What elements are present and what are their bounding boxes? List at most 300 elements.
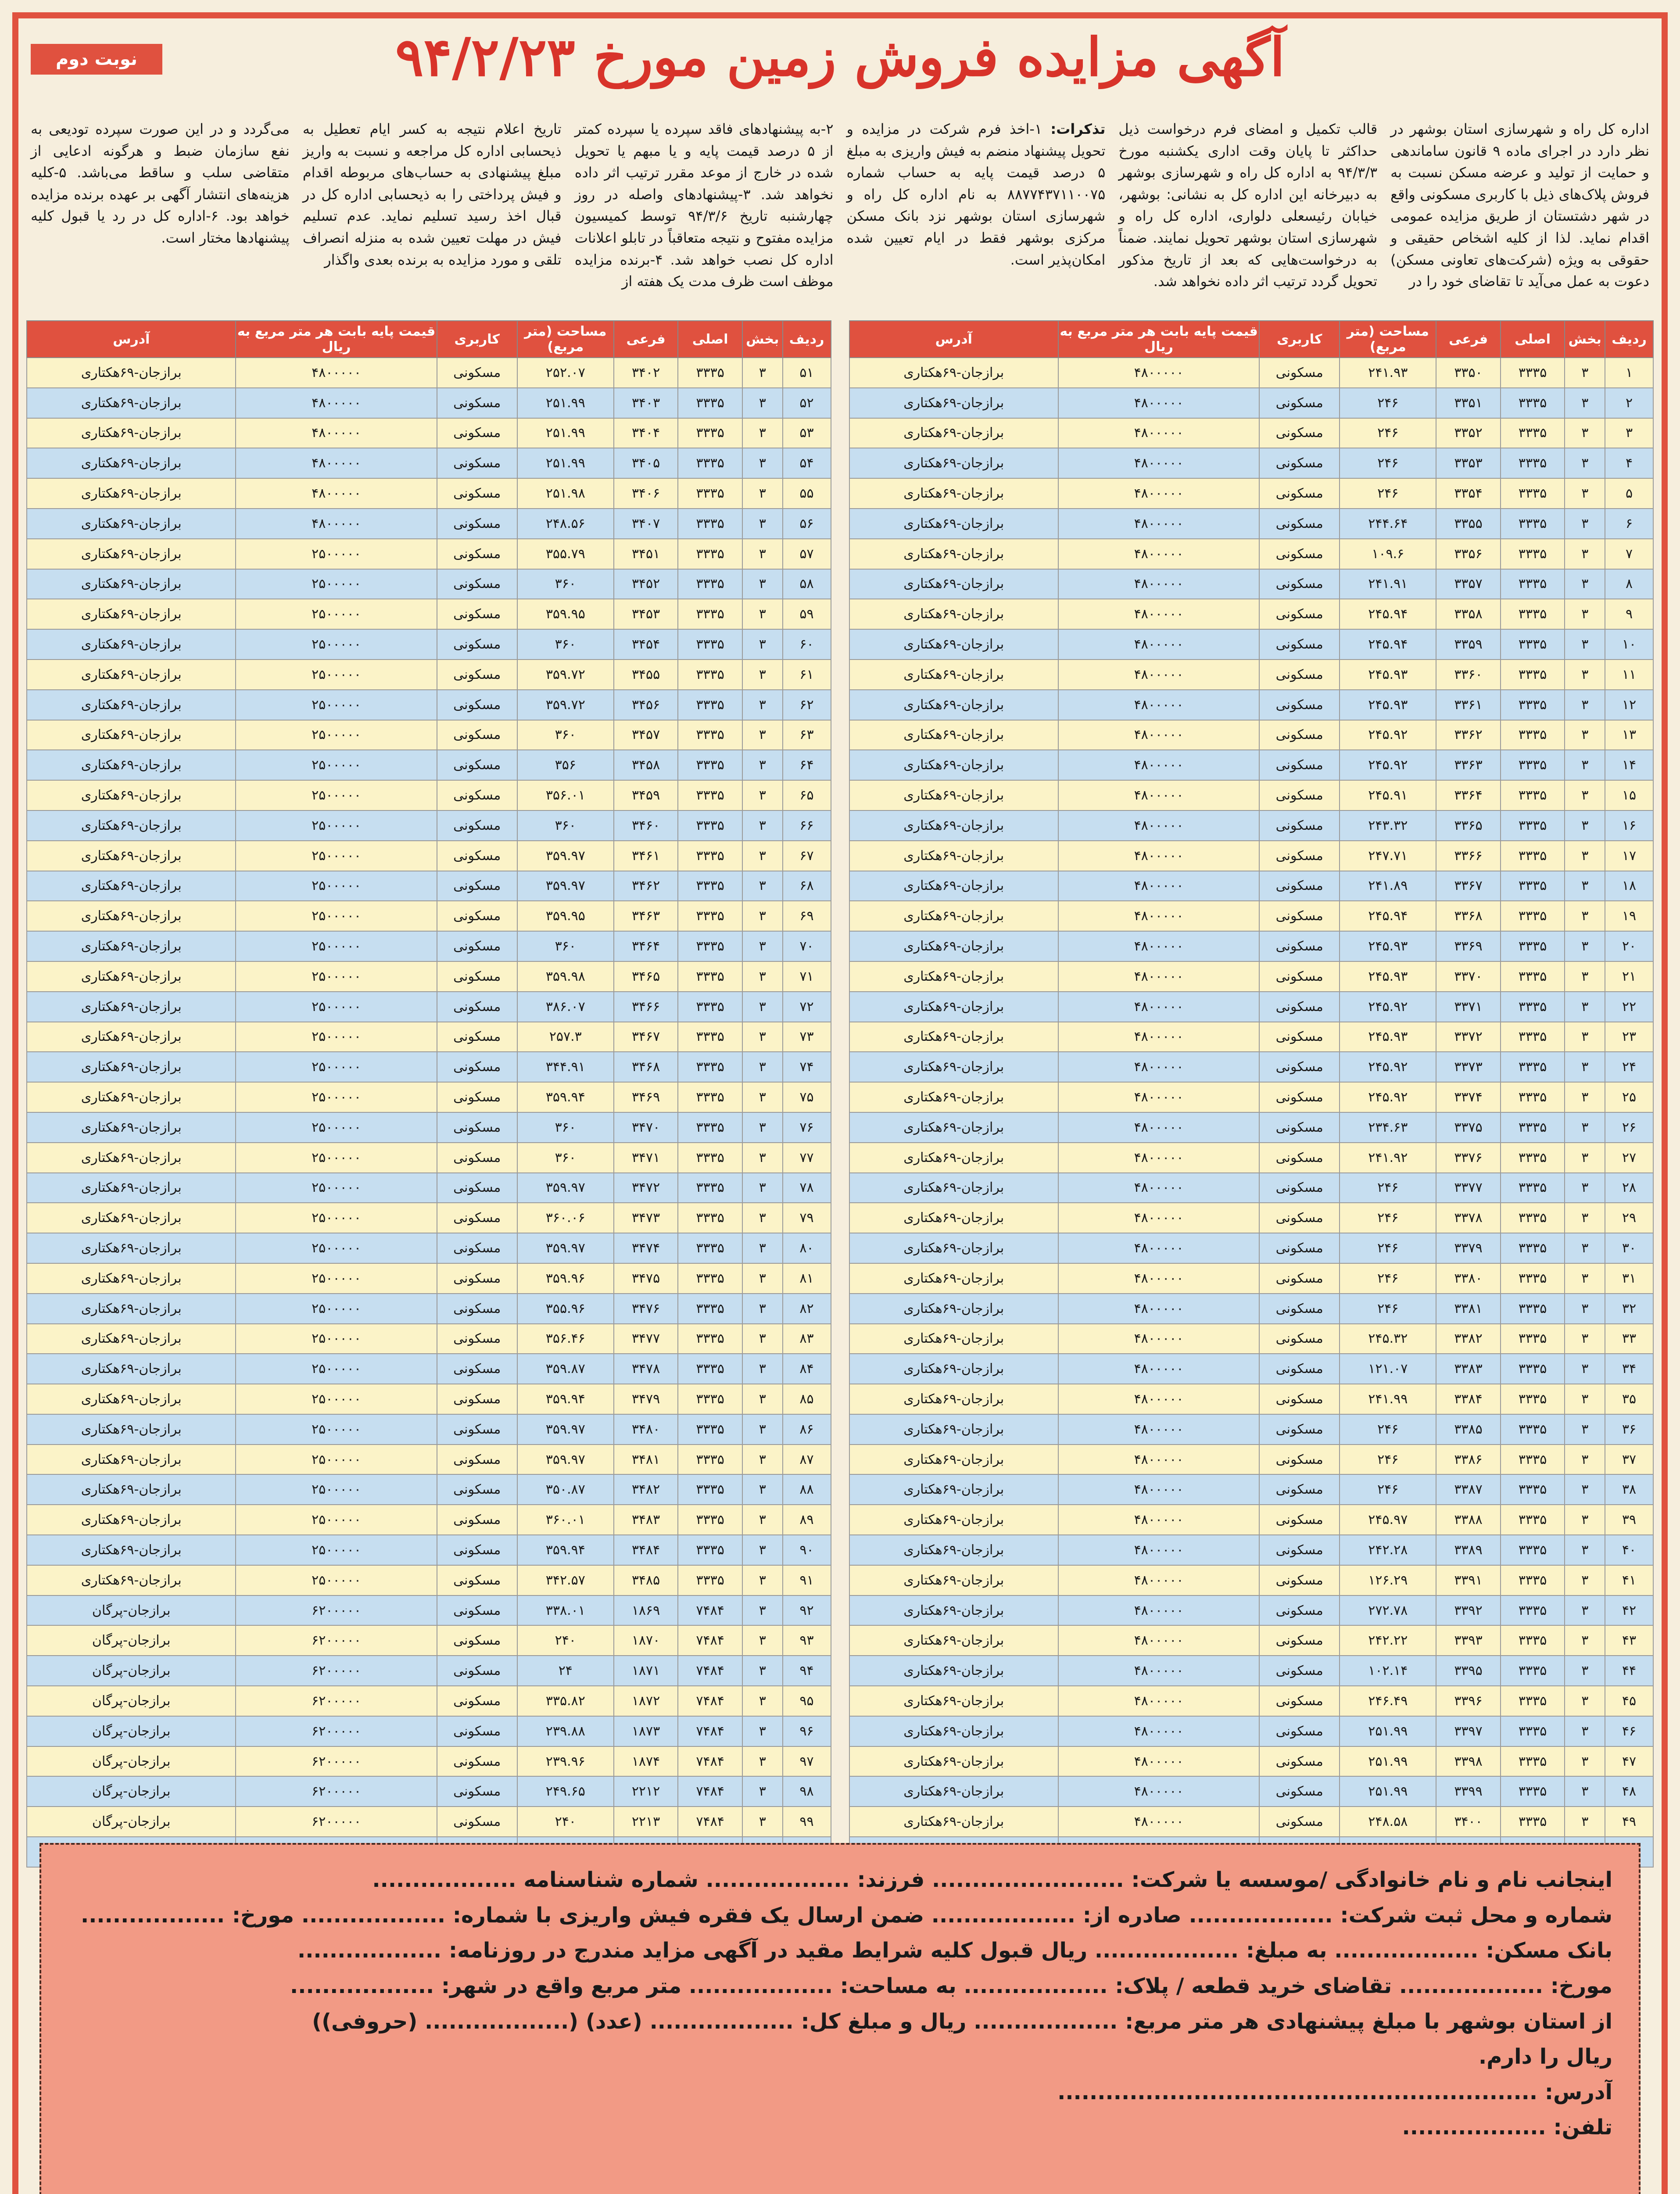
table-cell: مسکونی: [1259, 810, 1340, 841]
table-cell: ۴۸۰۰۰۰۰: [1058, 961, 1259, 992]
table-cell: ۳۴۷۹: [614, 1384, 678, 1414]
table-cell: برازجان-۶۹هکتاری: [27, 1414, 236, 1445]
table-row: [27, 780, 831, 810]
table-row: [27, 810, 831, 841]
table-cell: مسکونی: [1259, 1656, 1340, 1686]
form-line-2: شماره و محل ثبت شرکت: .................. صادره از: .................. ضمن ارسال یک فقره فیش واریزی با شماره: .................. مورخ: ..................: [80, 1903, 1612, 1928]
table-cell: ۲۴۱.۹۹: [1340, 1384, 1436, 1414]
table-cell: ۳۳۳۵: [678, 1445, 742, 1475]
table-cell: ۳: [1565, 871, 1605, 901]
table-cell: ۲۴۴.۶۴: [1340, 509, 1436, 539]
table-cell: مسکونی: [1259, 358, 1340, 388]
table-cell: ۳: [1565, 569, 1605, 599]
table-row: [27, 1263, 831, 1294]
table-cell: مسکونی: [437, 1474, 517, 1505]
table-cell: ۳۳۳۵: [678, 358, 742, 388]
table-row: [849, 1656, 1654, 1686]
table-cell: ۱۲۶.۲۹: [1340, 1565, 1436, 1595]
table-cell: ۳۳۵۷: [1436, 569, 1501, 599]
table-cell: مسکونی: [437, 780, 517, 810]
table-cell: برازجان-۶۹هکتاری: [27, 931, 236, 961]
table-cell: ۵۹: [783, 599, 831, 629]
table-cell: برازجان-۶۹هکتاری: [27, 871, 236, 901]
table-cell: مسکونی: [437, 1082, 517, 1112]
table-row: [27, 1233, 831, 1263]
table-cell: ۳۳۳۵: [1501, 478, 1565, 509]
table-row: [849, 509, 1654, 539]
table-cell: برازجان-۶۹هکتاری: [849, 1354, 1058, 1384]
table-cell: ۹۵: [783, 1686, 831, 1716]
table-cell: برازجان-۶۹هکتاری: [849, 358, 1058, 388]
table-cell: ۸۲: [783, 1294, 831, 1324]
table-cell: ۳: [742, 1324, 783, 1354]
table-cell: ۳۳۳۵: [678, 569, 742, 599]
table-cell: ۴۸۰۰۰۰۰: [1058, 720, 1259, 750]
table-cell: برازجان-۶۹هکتاری: [27, 901, 236, 931]
table-row: [27, 1535, 831, 1565]
table-cell: برازجان-۶۹هکتاری: [27, 569, 236, 599]
table-cell: ۳: [742, 1203, 783, 1233]
table-cell: ۳: [742, 1474, 783, 1505]
table-cell: ۳۲: [1605, 1294, 1653, 1324]
table-cell: ۲۵۰۰۰۰۰: [236, 690, 437, 720]
table-cell: ۳۳۳۵: [1501, 961, 1565, 992]
table-cell: مسکونی: [437, 1173, 517, 1203]
table-cell: ۲۵: [1605, 1082, 1653, 1112]
table-cell: ۳: [742, 539, 783, 569]
table-cell: ۲۵۰۰۰۰۰: [236, 1414, 437, 1445]
table-cell: ۴۳: [1605, 1625, 1653, 1656]
table-cell: ۳۵۹.۹۷: [517, 1414, 614, 1445]
table-cell: مسکونی: [1259, 1686, 1340, 1716]
table-cell: ۲۵۰۰۰۰۰: [236, 1565, 437, 1595]
table-cell: ۲۳۹.۸۸: [517, 1716, 614, 1746]
table-cell: ۳۳۳۵: [678, 871, 742, 901]
table-cell: ۲۵۰۰۰۰۰: [236, 1474, 437, 1505]
table-cell: ۲۲۱۲: [614, 1776, 678, 1807]
table-cell: ۶۲۰۰۰۰۰: [236, 1686, 437, 1716]
table-cell: ۲۳۴.۶۳: [1340, 1112, 1436, 1143]
table-cell: مسکونی: [437, 1535, 517, 1565]
table-cell: ۲۵۰۰۰۰۰: [236, 810, 437, 841]
table-cell: ۳۳۳۵: [678, 961, 742, 992]
table-cell: مسکونی: [437, 1776, 517, 1807]
table-cell: ۳۸: [1605, 1474, 1653, 1505]
table-cell: برازجان-۶۹هکتاری: [27, 358, 236, 388]
table-cell: ۸۰: [783, 1233, 831, 1263]
table-cell: ۴۸۰۰۰۰۰: [1058, 1807, 1259, 1837]
table-cell: ۲۴۶: [1340, 418, 1436, 448]
table-cell: ۳۳۸۷: [1436, 1474, 1501, 1505]
table-cell: ۳۳۶۵: [1436, 810, 1501, 841]
table-cell: ۱۴: [1605, 750, 1653, 780]
table-cell: ۳۶۰: [517, 720, 614, 750]
table-row: [849, 448, 1654, 478]
table-cell: مسکونی: [437, 1505, 517, 1535]
table-cell: ۳۴۰۷: [614, 509, 678, 539]
table-cell: ۴۸۰۰۰۰۰: [1058, 1565, 1259, 1595]
table-cell: ۳: [1565, 1354, 1605, 1384]
table-cell: مسکونی: [1259, 1746, 1340, 1777]
table-cell: ۴۸۰۰۰۰۰: [1058, 1445, 1259, 1475]
table-cell: برازجان-پرگان: [27, 1716, 236, 1746]
table-cell: مسکونی: [1259, 1565, 1340, 1595]
table-cell: ۳۳۸۵: [1436, 1414, 1501, 1445]
table-cell: ۲۵۱.۹۹: [1340, 1716, 1436, 1746]
table-cell: ۲۵۰۰۰۰۰: [236, 1173, 437, 1203]
table-cell: ۷۵: [783, 1082, 831, 1112]
table-cell: مسکونی: [1259, 1716, 1340, 1746]
table-cell: ۳۳۹۹: [1436, 1776, 1501, 1807]
table-row: [27, 629, 831, 660]
table-cell: ۹۶: [783, 1716, 831, 1746]
table-cell: ۲۹: [1605, 1203, 1653, 1233]
table-cell: برازجان-۶۹هکتاری: [849, 1656, 1058, 1686]
column-header: بخش: [742, 321, 783, 358]
table-cell: ۲۴: [517, 1656, 614, 1686]
table-row: [27, 358, 831, 388]
table-cell: ۳۳۳۵: [1501, 931, 1565, 961]
table-cell: مسکونی: [437, 358, 517, 388]
table-cell: مسکونی: [437, 1625, 517, 1656]
table-cell: ۳۳۸۸: [1436, 1505, 1501, 1535]
table-row: [849, 599, 1654, 629]
table-row: [27, 690, 831, 720]
table-row: [27, 1686, 831, 1716]
intro-col-4: ۲-به پیشنهادهای فاقد سپرده یا سپرده کمتر از ۵ درصد قیمت پایه و یا مبهم یا تحویل شده در خارج از موعد مقرر ترتیب اثر داده نخواهد شد. ۳-پیشنهادهای واصله در روز چهارشنبه تاریخ ۹۴/۳/۶ توسط کمیسیون مزایده مفتوح و نتیجه متعاقباً در تابلو اعلانات اداره کل نصب خواهد شد. ۴-برنده مزایده موظف است ظرف مدت یک هفته از: [574, 121, 834, 290]
table-cell: برازجان-۶۹هکتاری: [27, 1233, 236, 1263]
table-row: [849, 1263, 1654, 1294]
table-cell: ۲۵۲.۰۷: [517, 358, 614, 388]
table-cell: ۳۴۵۳: [614, 599, 678, 629]
table-cell: ۳۳۸۹: [1436, 1535, 1501, 1565]
table-cell: مسکونی: [437, 1746, 517, 1777]
table-cell: ۳: [742, 1776, 783, 1807]
table-cell: ۳: [742, 720, 783, 750]
table-cell: ۳۳۳۵: [1501, 1324, 1565, 1354]
table-cell: ۴۰: [1605, 1535, 1653, 1565]
table-cell: ۴۸۰۰۰۰۰: [1058, 1203, 1259, 1233]
table-cell: ۳۳۳۵: [1501, 660, 1565, 690]
table-row: [27, 1807, 831, 1837]
table-row: [27, 992, 831, 1022]
table-cell: برازجان-۶۹هکتاری: [849, 448, 1058, 478]
table-cell: ۳۵۵.۹۶: [517, 1294, 614, 1324]
table-cell: ۲۷: [1605, 1143, 1653, 1173]
table-row: [849, 1233, 1654, 1263]
table-cell: ۲۴۶: [1340, 478, 1436, 509]
table-cell: ۳: [742, 388, 783, 418]
table-cell: مسکونی: [1259, 992, 1340, 1022]
table-cell: ۳۳۳۵: [1501, 720, 1565, 750]
table-header-row: [27, 321, 831, 358]
table-cell: ۳: [742, 1354, 783, 1384]
table-row: [27, 1082, 831, 1112]
table-row: [849, 1535, 1654, 1565]
table-cell: ۱۵: [1605, 780, 1653, 810]
table-cell: ۲۴۵.۹۴: [1340, 901, 1436, 931]
table-cell: ۹۸: [783, 1776, 831, 1807]
table-cell: ۳۴۷۰: [614, 1112, 678, 1143]
table-cell: ۳۵۹.۹۴: [517, 1535, 614, 1565]
table-cell: برازجان-۶۹هکتاری: [849, 901, 1058, 931]
table-row: [849, 629, 1654, 660]
table-cell: ۳۴۷۶: [614, 1294, 678, 1324]
table-cell: ۳: [742, 1716, 783, 1746]
table-cell: ۳۳۳۵: [1501, 1354, 1565, 1384]
intro-text: [31, 118, 1649, 303]
table-cell: ۳: [1565, 1324, 1605, 1354]
table-row: [849, 1354, 1654, 1384]
table-row: [849, 1595, 1654, 1626]
table-cell: برازجان-۶۹هکتاری: [849, 1505, 1058, 1535]
table-cell: ۲۴۶: [1340, 1173, 1436, 1203]
table-cell: برازجان-۶۹هکتاری: [27, 388, 236, 418]
table-cell: ۳۳۷۴: [1436, 1082, 1501, 1112]
table-cell: ۴۸۰۰۰۰۰: [1058, 992, 1259, 1022]
table-cell: ۲۴۵.۹۲: [1340, 1052, 1436, 1082]
table-row: [849, 1565, 1654, 1595]
table-row: [849, 961, 1654, 992]
table-cell: ۳: [1565, 690, 1605, 720]
table-cell: ۲۴۰: [517, 1625, 614, 1656]
table-cell: ۳: [742, 901, 783, 931]
table-cell: ۴: [1605, 448, 1653, 478]
table-cell: ۳۴۶۶: [614, 992, 678, 1022]
table-row: [27, 931, 831, 961]
table-row: [849, 810, 1654, 841]
table-cell: مسکونی: [1259, 1324, 1340, 1354]
table-cell: ۳۵۹.۷۲: [517, 660, 614, 690]
table-cell: برازجان-۶۹هکتاری: [849, 1535, 1058, 1565]
table-cell: ۳۵۶: [517, 750, 614, 780]
table-cell: ۳: [1565, 1776, 1605, 1807]
table-cell: ۲۴۵.۹۴: [1340, 599, 1436, 629]
table-cell: مسکونی: [437, 1052, 517, 1082]
table-cell: مسکونی: [437, 841, 517, 871]
table-cell: ۳۳۳۵: [1501, 1203, 1565, 1233]
table-cell: ۶۰: [783, 629, 831, 660]
table-cell: ۳۳۳۵: [678, 388, 742, 418]
table-cell: ۲۵۰۰۰۰۰: [236, 992, 437, 1022]
table-cell: مسکونی: [437, 569, 517, 599]
column-header: کاربری: [1259, 321, 1340, 358]
table-cell: ۸: [1605, 569, 1653, 599]
table-cell: ۳: [1565, 1112, 1605, 1143]
table-row: [849, 720, 1654, 750]
table-cell: مسکونی: [1259, 1052, 1340, 1082]
table-cell: ۳: [1565, 810, 1605, 841]
table-row: [849, 1686, 1654, 1716]
table-cell: ۳۴۰۵: [614, 448, 678, 478]
table-cell: ۳۵۹.۷۲: [517, 690, 614, 720]
table-cell: ۷۴۸۴: [678, 1656, 742, 1686]
table-cell: ۳: [742, 1082, 783, 1112]
table-cell: برازجان-۶۹هکتاری: [849, 841, 1058, 871]
table-cell: مسکونی: [437, 1263, 517, 1294]
table-cell: ۳۳۳۵: [1501, 1143, 1565, 1173]
table-cell: ۳: [1565, 1022, 1605, 1052]
table-cell: برازجان-۶۹هکتاری: [849, 931, 1058, 961]
table-cell: برازجان-۶۹هکتاری: [849, 1776, 1058, 1807]
table-cell: ۳: [1565, 1746, 1605, 1777]
table-cell: ۳۴۶۱: [614, 841, 678, 871]
table-row: [27, 841, 831, 871]
column-header: فرعی: [1436, 321, 1501, 358]
table-cell: ۴۸۰۰۰۰۰: [1058, 1656, 1259, 1686]
table-cell: ۳۳۵۵: [1436, 509, 1501, 539]
table-cell: ۳۳۳۵: [678, 1203, 742, 1233]
table-cell: ۲۴۶: [1340, 448, 1436, 478]
table-cell: مسکونی: [1259, 599, 1340, 629]
table-cell: ۶۷: [783, 841, 831, 871]
table-cell: برازجان-۶۹هکتاری: [849, 629, 1058, 660]
table-cell: ۲۴۳.۳۲: [1340, 810, 1436, 841]
table-cell: ۱۸۷۴: [614, 1746, 678, 1777]
table-cell: برازجان-پرگان: [27, 1686, 236, 1716]
table-cell: ۳۳۳۵: [678, 1143, 742, 1173]
table-cell: ۳۳۳۵: [1501, 841, 1565, 871]
table-cell: ۳۳۳۵: [1501, 750, 1565, 780]
table-cell: ۸۱: [783, 1263, 831, 1294]
table-cell: ۱۲۱.۰۷: [1340, 1354, 1436, 1384]
table-cell: ۳۳۳۵: [1501, 509, 1565, 539]
table-cell: ۳۵۹.۹۷: [517, 1445, 614, 1475]
table-cell: ۳۴۵۶: [614, 690, 678, 720]
table-cell: ۳۳۳۵: [1501, 539, 1565, 569]
table-cell: ۳۳۳۵: [1501, 418, 1565, 448]
table-cell: ۱۸: [1605, 871, 1653, 901]
table-row: [849, 660, 1654, 690]
table-cell: ۳۳۳۵: [1501, 901, 1565, 931]
table-cell: مسکونی: [1259, 1414, 1340, 1445]
table-cell: ۳: [742, 1595, 783, 1626]
table-cell: ۷۴۸۴: [678, 1776, 742, 1807]
table-cell: ۳۳۳۵: [1501, 780, 1565, 810]
table-cell: ۴۸۰۰۰۰۰: [1058, 1384, 1259, 1414]
table-row: [849, 1746, 1654, 1777]
table-cell: برازجان-۶۹هکتاری: [849, 1052, 1058, 1082]
table-cell: ۴۸۰۰۰۰۰: [1058, 1112, 1259, 1143]
table-cell: ۲۵۷.۳: [517, 1022, 614, 1052]
table-cell: برازجان-۶۹هکتاری: [849, 478, 1058, 509]
table-cell: ۳۳۳۵: [1501, 599, 1565, 629]
table-cell: برازجان-۶۹هکتاری: [849, 1173, 1058, 1203]
table-row: [27, 1776, 831, 1807]
table-cell: ۳: [1565, 1656, 1605, 1686]
table-cell: ۲: [1605, 388, 1653, 418]
intro-col-1: اداره کل راه و شهرسازی استان بوشهر در نظر دارد در اجرای ماده ۹ قانون ساماندهی و حمایت از تولید و عرضه مسکن نسبت به فروش پلاک‌های ذیل با کاربری مسکونی واقع در شهر دشتستان از طریق مزایده عمومی اقدام نماید. لذا از کلیه اشخاص حقیقی و حقوقی به ویژه (شرکت‌های تعاونی مسکن) دعوت به عمل می‌آید تا تقاضای خود را در: [1390, 121, 1649, 290]
table-cell: ۷۲: [783, 992, 831, 1022]
table-cell: ۴۸۰۰۰۰۰: [1058, 1263, 1259, 1294]
table-row: [27, 539, 831, 569]
table-row: [849, 1324, 1654, 1354]
table-cell: مسکونی: [437, 539, 517, 569]
table-row: [27, 1384, 831, 1414]
table-cell: ۳۳۳۵: [678, 1565, 742, 1595]
table-cell: ۲۴۸.۵۶: [517, 509, 614, 539]
table-cell: مسکونی: [1259, 1776, 1340, 1807]
table-cell: ۳۶: [1605, 1414, 1653, 1445]
table-cell: ۷۴۸۴: [678, 1595, 742, 1626]
table-row: [27, 1022, 831, 1052]
table-cell: ۳۱: [1605, 1263, 1653, 1294]
table-cell: برازجان-۶۹هکتاری: [27, 841, 236, 871]
table-cell: ۳۳۳۵: [1501, 1052, 1565, 1082]
table-cell: مسکونی: [437, 1656, 517, 1686]
table-cell: ۳۳۳۵: [678, 1535, 742, 1565]
table-cell: ۴۸۰۰۰۰۰: [1058, 1143, 1259, 1173]
table-cell: ۷۴۸۴: [678, 1746, 742, 1777]
column-header: آدرس: [849, 321, 1058, 358]
table-cell: ۲۵۰۰۰۰۰: [236, 1233, 437, 1263]
table-cell: ۱۲: [1605, 690, 1653, 720]
table-cell: برازجان-۶۹هکتاری: [849, 388, 1058, 418]
table-cell: ۳۴۶۰: [614, 810, 678, 841]
table-cell: ۲۴۵.۹۴: [1340, 629, 1436, 660]
table-cell: ۳: [1565, 1143, 1605, 1173]
table-row: [849, 750, 1654, 780]
table-cell: ۷۴۸۴: [678, 1625, 742, 1656]
table-cell: ۳۵۹.۹۸: [517, 961, 614, 992]
table-cell: برازجان-۶۹هکتاری: [849, 1474, 1058, 1505]
table-cell: ۴۸۰۰۰۰۰: [1058, 1595, 1259, 1626]
table-cell: ۴۸۰۰۰۰۰: [1058, 1294, 1259, 1324]
table-cell: ۲۵۰۰۰۰۰: [236, 720, 437, 750]
table-cell: ۳۵۹.۹۷: [517, 1173, 614, 1203]
table-cell: ۳: [742, 1022, 783, 1052]
table-cell: ۳: [742, 599, 783, 629]
table-cell: ۲۵۰۰۰۰۰: [236, 1384, 437, 1414]
table-cell: ۲۵۰۰۰۰۰: [236, 539, 437, 569]
table-cell: ۳۴۶۴: [614, 931, 678, 961]
table-cell: ۸۶: [783, 1414, 831, 1445]
table-cell: مسکونی: [437, 1022, 517, 1052]
table-cell: ۳: [1565, 750, 1605, 780]
table-row: [27, 871, 831, 901]
table-cell: ۷: [1605, 539, 1653, 569]
table-cell: ۳: [1565, 358, 1605, 388]
table-cell: ۳: [742, 810, 783, 841]
table-row: [849, 1716, 1654, 1746]
table-row: [27, 1294, 831, 1324]
table-cell: ۹: [1605, 599, 1653, 629]
table-cell: ۳۴۶۸: [614, 1052, 678, 1082]
table-cell: ۲۵۰۰۰۰۰: [236, 1294, 437, 1324]
table-row: [849, 992, 1654, 1022]
table-cell: ۳۴۷۸: [614, 1354, 678, 1384]
table-cell: ۳: [1565, 660, 1605, 690]
parcel-table-right: [849, 320, 1654, 1868]
table-cell: برازجان-۶۹هکتاری: [27, 539, 236, 569]
table-cell: ۴۸۰۰۰۰۰: [1058, 1052, 1259, 1082]
table-cell: ۳: [1565, 1474, 1605, 1505]
table-cell: مسکونی: [1259, 1354, 1340, 1384]
table-cell: مسکونی: [437, 871, 517, 901]
table-cell: ۲۵۰۰۰۰۰: [236, 1082, 437, 1112]
table-cell: ۳۴۵۱: [614, 539, 678, 569]
table-cell: برازجان-۶۹هکتاری: [849, 1022, 1058, 1052]
intro-col-3: تذکرات: ۱-اخذ فرم شرکت در مزایده و تحویل پیشنهاد منضم به فیش واریزی به مبلغ ۵ درصد قیمت پایه به حساب شماره ۸۸۷۷۴۳۷۱۱۰۰۷۵ به نام اداره کل راه و شهرسازی استان بوشهر نزد بانک مسکن مرکزی بوشهر فقط در ایام تعیین شده امکان‌پذیر است.: [846, 121, 1106, 268]
table-cell: ۳۳۳۵: [678, 539, 742, 569]
table-cell: ۳۶۰: [517, 931, 614, 961]
table-cell: مسکونی: [437, 690, 517, 720]
table-cell: مسکونی: [1259, 629, 1340, 660]
table-cell: ۲۰: [1605, 931, 1653, 961]
table-cell: ۳۵۰.۸۷: [517, 1474, 614, 1505]
table-row: [27, 1505, 831, 1535]
table-cell: ۴۸۰۰۰۰۰: [1058, 1022, 1259, 1052]
